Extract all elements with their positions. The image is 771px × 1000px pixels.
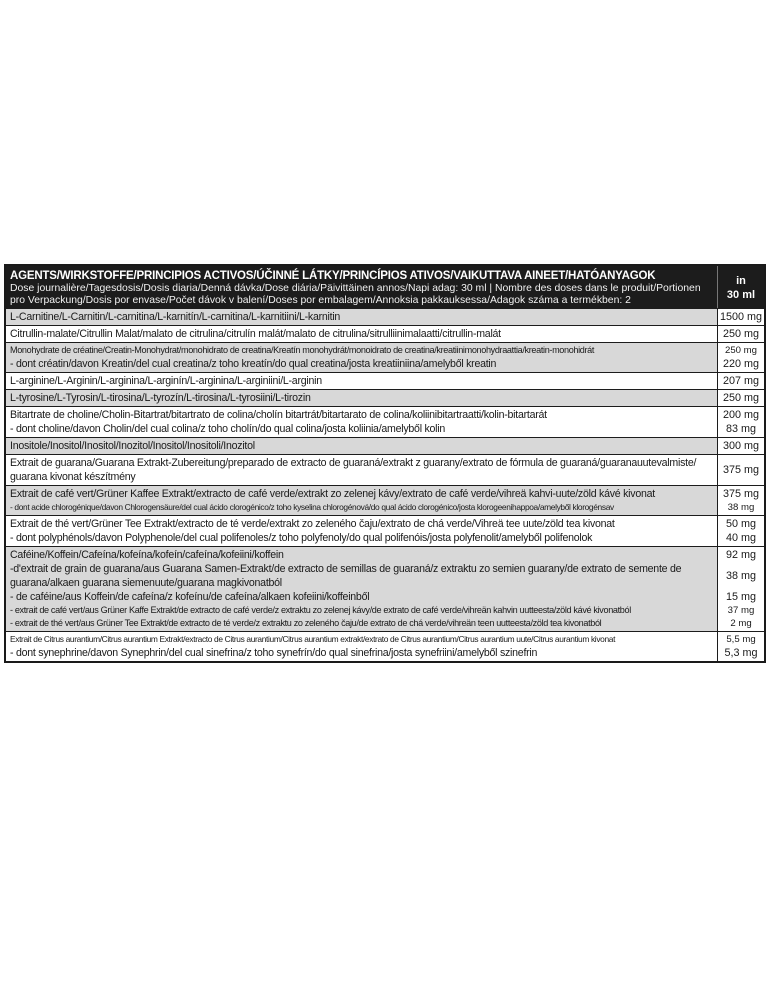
ingredient-name: Bitartrate de choline/Cholin-Bitartrat/bitartrato de colina/cholín bitartrát/bitartarato de colina/koliinibitartraatti/kolin-bitartarát xyxy=(10,409,547,421)
table-row xyxy=(6,515,764,546)
amount-cell xyxy=(717,516,764,546)
ingredient-name: Extrait de café vert/Grüner Kaffee Extrakt/extracto de café verde/extrakt zo zelenej kávy/extrato de café verde/vihreä kahvi-uute/zöld kávé kivonat xyxy=(10,488,655,500)
nutrition-table xyxy=(4,264,766,663)
table-header xyxy=(6,266,764,308)
ingredient-amount: 1500 mg xyxy=(719,311,763,323)
amount-cell xyxy=(717,632,764,661)
table-row xyxy=(6,631,764,661)
ingredient-amount: 220 mg xyxy=(722,358,759,370)
per-serving-header xyxy=(717,266,764,308)
ingredient-amount: 250 mg xyxy=(725,345,757,356)
ingredient-amount: 38 mg xyxy=(727,502,755,513)
table-body xyxy=(6,308,764,661)
ingredient-amount: 250 mg xyxy=(722,392,759,404)
ingredient-amount: 250 mg xyxy=(722,328,759,340)
ingredient-amount: 38 mg xyxy=(725,570,756,582)
table-row xyxy=(6,485,764,515)
ingredient-subline: - de caféine/aus Koffein/de cafeína/z kofeínu/de cafeína/alkaen kofeiini/koffeinből xyxy=(10,591,370,603)
ingredient-name: Extrait de guarana/Guarana Extrakt-Zubereitung/preparado de extracto de guaraná/extrakt z guarany/extrato de fórmula de guaraná/guaranauutevalmiste/ guarana kivonat készítmény xyxy=(10,457,697,483)
ingredient-subline: - dont créatin/davon Kreatin/del cual creatina/z toho kreatín/do qual creatina/josta kreatiiniina/amelyből kreatin xyxy=(10,358,497,370)
ingredient-amount: 2 mg xyxy=(730,618,752,629)
dose-info: Dose journalière/Tagesdosis/Dosis diaria/Denná dávka/Dose diária/Päivittäinen annos/Napi adag: 30 ml | Nombre des doses dans le produit/Portionen pro Verpackung/Dosis por envase/Počet dávok v balení/Doses por embalagem/Annoksia pakkauksessa/Adagok száma a termékben: 2 xyxy=(10,283,701,306)
table-row xyxy=(6,389,764,406)
ingredient-name: Caféine/Koffein/Cafeína/kofeína/kofeín/cafeína/kofeiini/koffein xyxy=(10,549,284,561)
ingredient-subline: - dont polyphénols/davon Polyphenole/del cual polifenoles/z toho polyfenoly/do qual polifenóis/josta polyfenolit/amelyből polifenolok xyxy=(10,532,593,544)
ingredient-amount: 200 mg xyxy=(722,409,759,421)
ingredient-amount: 83 mg xyxy=(725,423,756,435)
ingredient-name: Inositole/Inositol/Inositol/Inozitol/Inositol/Inositoli/Inozitol xyxy=(10,440,255,452)
amount-cell xyxy=(717,309,764,325)
per-serving-amount: 30 ml xyxy=(726,289,756,301)
ingredient-name: Citrullin-malate/Citrullin Malat/malato de citrulina/citrulín malát/malato de citrulina/sitrulliinimalaatti/citrullin-malát xyxy=(10,328,501,340)
ingredient-subline: - extrait de café vert/aus Grüner Kaffe Extrakt/de extracto de café verde/z extraktu zo zelenej kávy/de extrato de café verde/vihreän kahvin uutteesta/zöld kávé kivonatból xyxy=(10,605,631,615)
amount-cell xyxy=(717,326,764,342)
ingredient-subline: - dont synephrine/davon Synephrin/del cual sinefrina/z toho synefrín/do qual sinefrina/josta synefriini/amelyből szinefrin xyxy=(10,647,538,659)
per-serving-label: in xyxy=(736,275,746,287)
table-title: AGENTS/WIRKSTOFFE/PRINCIPIOS ACTIVOS/ÚČINNÉ LÁTKY/PRINCÍPIOS ATIVOS/VAIKUTTAVA AINEET/HATÓANYAGOK xyxy=(10,270,656,282)
ingredient-subline: - dont choline/davon Cholin/del cual colina/z toho cholín/do qual colina/josta koliinia/amelyből kolin xyxy=(10,423,446,435)
table-row xyxy=(6,406,764,437)
table-row xyxy=(6,342,764,372)
ingredient-name: Extrait de thé vert/Grüner Tee Extrakt/extracto de té verde/extrakt zo zeleného čaju/extrato de chá verde/Vihreä tee uute/zöld tea kivonat xyxy=(10,518,615,530)
ingredient-amount: 207 mg xyxy=(722,375,759,387)
ingredient-subline: - dont acide chlorogénique/davon Chlorogensäure/del cual ácido clorogénico/z toho kyselina chlorogénová/do qual ácido clorogénico/josta klorogeenihappoa/amelyből klorogénsav xyxy=(10,502,614,512)
ingredient-amount: 375 mg xyxy=(722,464,759,476)
table-row xyxy=(6,546,764,631)
ingredient-subline: - extrait de thé vert/aus Grüner Tee Extrakt/de extracto de té verde/z extraktu zo zeleného čaju/de extrato de chá verde/vihreän teen uutteesta/zöld tea kivonatból xyxy=(10,618,602,628)
ingredient-amount: 50 mg xyxy=(725,518,756,530)
ingredient-name: Extrait de Citrus aurantium/Citrus aurantium Extrakt/extracto de Citrus aurantium/Citrus aurantium extrakt/extrato de Citrus aurantium/Citrus aurantium uute/Citrus aurantium kivonat xyxy=(10,634,616,644)
ingredient-subline: -d'extrait de grain de guarana/aus Guarana Samen-Extrakt/de extracto de semillas de guaraná/z extraktu zo semien guarany/de extrato de semente de guarana/alkaen guarana siemenuute/guarana magkivonatból xyxy=(10,563,682,589)
table-row xyxy=(6,372,764,389)
ingredient-name: L-tyrosine/L-Tyrosin/L-tirosina/L-tyrozín/L-tirosina/L-tyrosiini/L-tirozin xyxy=(10,392,311,404)
amount-cell xyxy=(717,407,764,437)
ingredient-name: L-arginine/L-Arginin/L-arginina/L-arginín/L-arginina/L-arginiini/L-arginin xyxy=(10,375,322,387)
ingredient-name: L-Carnitine/L-Carnitin/L-carnitina/L-karnitín/L-carnitina/L-karnitiini/L-karnitin xyxy=(10,311,341,323)
table-row xyxy=(6,437,764,454)
table-row xyxy=(6,454,764,485)
ingredient-amount: 37 mg xyxy=(727,605,755,616)
ingredient-amount: 40 mg xyxy=(725,532,756,544)
ingredient-amount: 300 mg xyxy=(722,440,759,452)
amount-cell xyxy=(717,438,764,454)
ingredient-name: Monohydrate de créatine/Creatin-Monohydrat/monohidrato de creatina/Kreatín monohydrát/monoidrato de creatina/kreatiinimonohydraattia/kreatin-monohidrát xyxy=(10,345,595,355)
table-row xyxy=(6,325,764,342)
ingredient-amount: 15 mg xyxy=(725,591,756,603)
ingredient-amount: 5,5 mg xyxy=(726,634,756,645)
amount-cell xyxy=(717,390,764,406)
amount-cell xyxy=(717,547,764,631)
amount-cell xyxy=(717,343,764,372)
table-row xyxy=(6,308,764,325)
ingredient-amount: 375 mg xyxy=(722,488,759,500)
ingredient-amount: 92 mg xyxy=(725,549,756,561)
amount-cell xyxy=(717,373,764,389)
amount-cell xyxy=(717,455,764,485)
amount-cell xyxy=(717,486,764,515)
ingredient-amount: 5,3 mg xyxy=(724,647,758,659)
